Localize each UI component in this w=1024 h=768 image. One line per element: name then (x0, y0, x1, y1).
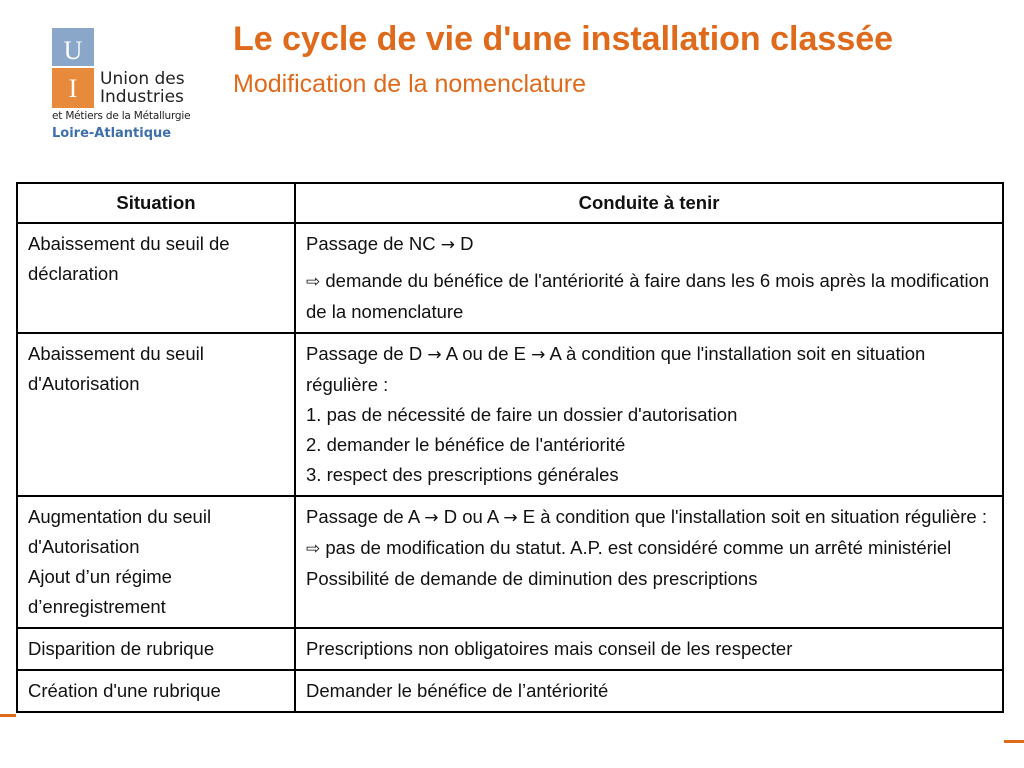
hollow-arrow-right-icon: ⇨ (306, 539, 321, 559)
logo-name: Union des Industries (100, 69, 185, 107)
column-header-situation: Situation (17, 183, 295, 223)
table-row (17, 496, 1003, 628)
page-subtitle: Modification de la nomenclature (233, 70, 586, 98)
conduite-cell: Prescriptions non obligatoires mais conseil de les respecter (295, 628, 1003, 670)
conduite-cell: Demander le bénéfice de l’antériorité (295, 670, 1003, 712)
table-row (17, 333, 1003, 496)
arrow-right-icon: → (427, 345, 442, 365)
nomenclature-table (16, 182, 1004, 713)
table-row (17, 670, 1003, 712)
arrow-right-icon: → (503, 508, 518, 528)
situation-cell: Disparition de rubrique (17, 628, 295, 670)
situation-cell: Création d'une rubrique (17, 670, 295, 712)
arrow-right-icon: → (531, 345, 546, 365)
list-item: 3. respect des prescriptions générales (306, 464, 619, 485)
situation-cell: Abaissement du seuil de déclaration (17, 223, 295, 333)
logo-mark (52, 28, 94, 108)
table-row (17, 628, 1003, 670)
situation-cell: Abaissement du seuil d'Autorisation (17, 333, 295, 496)
hollow-arrow-right-icon: ⇨ (306, 272, 321, 292)
list-item: 2. demander le bénéfice de l'antériorité (306, 434, 626, 455)
arrow-right-icon: → (424, 508, 439, 528)
logo-letter-i: I (68, 74, 78, 103)
arrow-right-icon: → (440, 235, 455, 255)
decorative-line (0, 714, 16, 717)
conduite-cell: Passage de A → D ou A → E à condition que l'installation soit en situation régulière : ⇨ pas de modification du statut. A.P. est considéré comme un arrêté ministériel Possibilité de demande de diminution des prescriptions (295, 496, 1003, 628)
situation-cell: Augmentation du seuil d'Autorisation Ajout d’un régime d’enregistrement (17, 496, 295, 628)
column-header-conduite: Conduite à tenir (295, 183, 1003, 223)
list-item: 1. pas de nécessité de faire un dossier d'autorisation (306, 404, 738, 425)
table-header-row (17, 183, 1003, 223)
table-row (17, 223, 1003, 333)
page-title: Le cycle de vie d'une installation classée (233, 20, 894, 58)
conduite-cell: Passage de NC → D ⇨ demande du bénéfice de l'antériorité à faire dans les 6 mois après la modification de la nomenclature (295, 223, 1003, 333)
logo-letter-u: U (63, 36, 83, 65)
uimm-logo (52, 28, 212, 148)
decorative-line (1004, 740, 1024, 743)
logo-region: Loire-Atlantique (52, 126, 172, 141)
logo-subline: et Métiers de la Métallurgie (52, 110, 191, 122)
conduite-cell: Passage de D → A ou de E → A à condition que l'installation soit en situation régulière : 1. pas de nécessité de faire un dossier d'autorisation 2. demander le bénéfice de l'antériorité 3. respect des prescriptions générales (295, 333, 1003, 496)
